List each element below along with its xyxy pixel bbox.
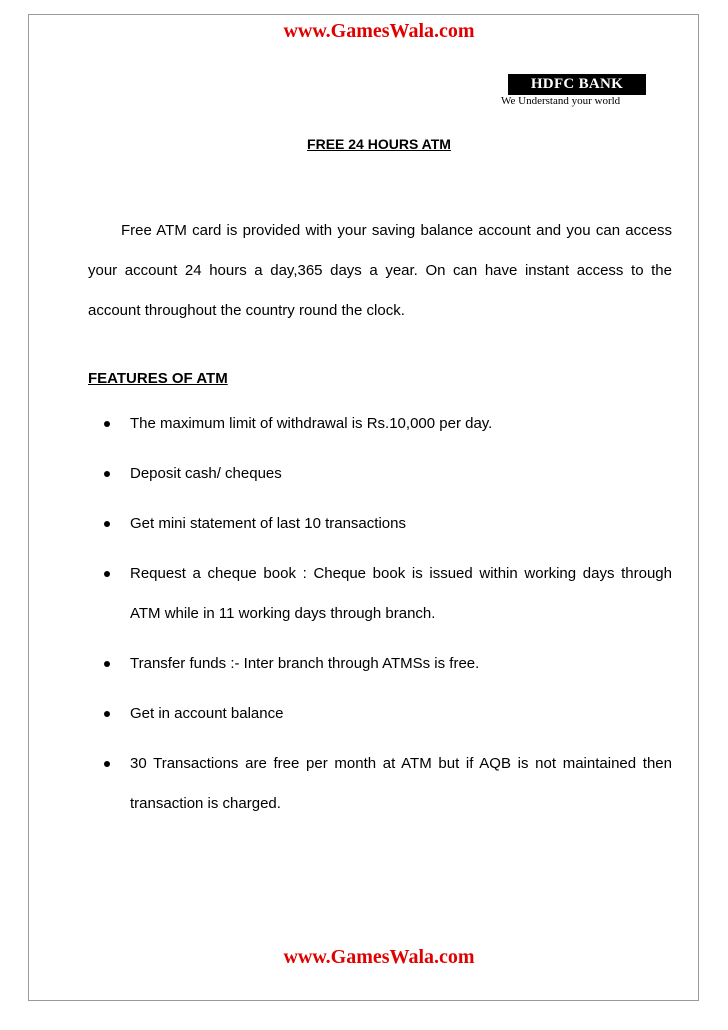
features-heading: FEATURES OF ATM: [88, 370, 228, 387]
bullet-icon: [104, 421, 110, 427]
feature-text: Deposit cash/ cheques: [130, 465, 282, 482]
list-item: [88, 644, 672, 684]
feature-text: Get mini statement of last 10 transactions: [130, 515, 406, 532]
features-list: [88, 404, 672, 834]
bullet-icon: [104, 711, 110, 717]
list-item: [88, 454, 672, 494]
list-item: [88, 694, 672, 734]
footer-site-url: www.GamesWala.com: [283, 946, 475, 968]
feature-text: 30 Transactions are free per month at ATM but if AQB is not maintained then transaction is charged.: [130, 755, 672, 812]
list-item: [88, 554, 672, 634]
list-item: [88, 404, 672, 444]
hdfc-bank-logo: [501, 74, 648, 107]
bullet-icon: [104, 761, 110, 767]
list-item: [88, 504, 672, 544]
feature-text: Transfer funds :- Inter branch through ATMSs is free.: [130, 655, 480, 672]
document-title: FREE 24 HOURS ATM: [307, 136, 451, 152]
bullet-icon: [104, 571, 110, 577]
feature-text: Get in account balance: [130, 705, 284, 722]
feature-text: The maximum limit of withdrawal is Rs.10,000 per day.: [130, 415, 493, 432]
header-site-url: www.GamesWala.com: [283, 20, 475, 42]
bullet-icon: [104, 521, 110, 527]
intro-paragraph: Free ATM card is provided with your saving balance account and you can access your account 24 hours a day,365 days a year. On can have instant access to the account throughout the country round the clock.: [88, 222, 672, 319]
bank-tagline: We Understand your world: [501, 95, 621, 107]
feature-text: Request a cheque book : Cheque book is issued within working days through ATM while in 11 working days through branch.: [130, 565, 672, 622]
bank-name-label: HDFC BANK: [508, 74, 646, 95]
bullet-icon: [104, 661, 110, 667]
bullet-icon: [104, 471, 110, 477]
list-item: [88, 744, 672, 824]
